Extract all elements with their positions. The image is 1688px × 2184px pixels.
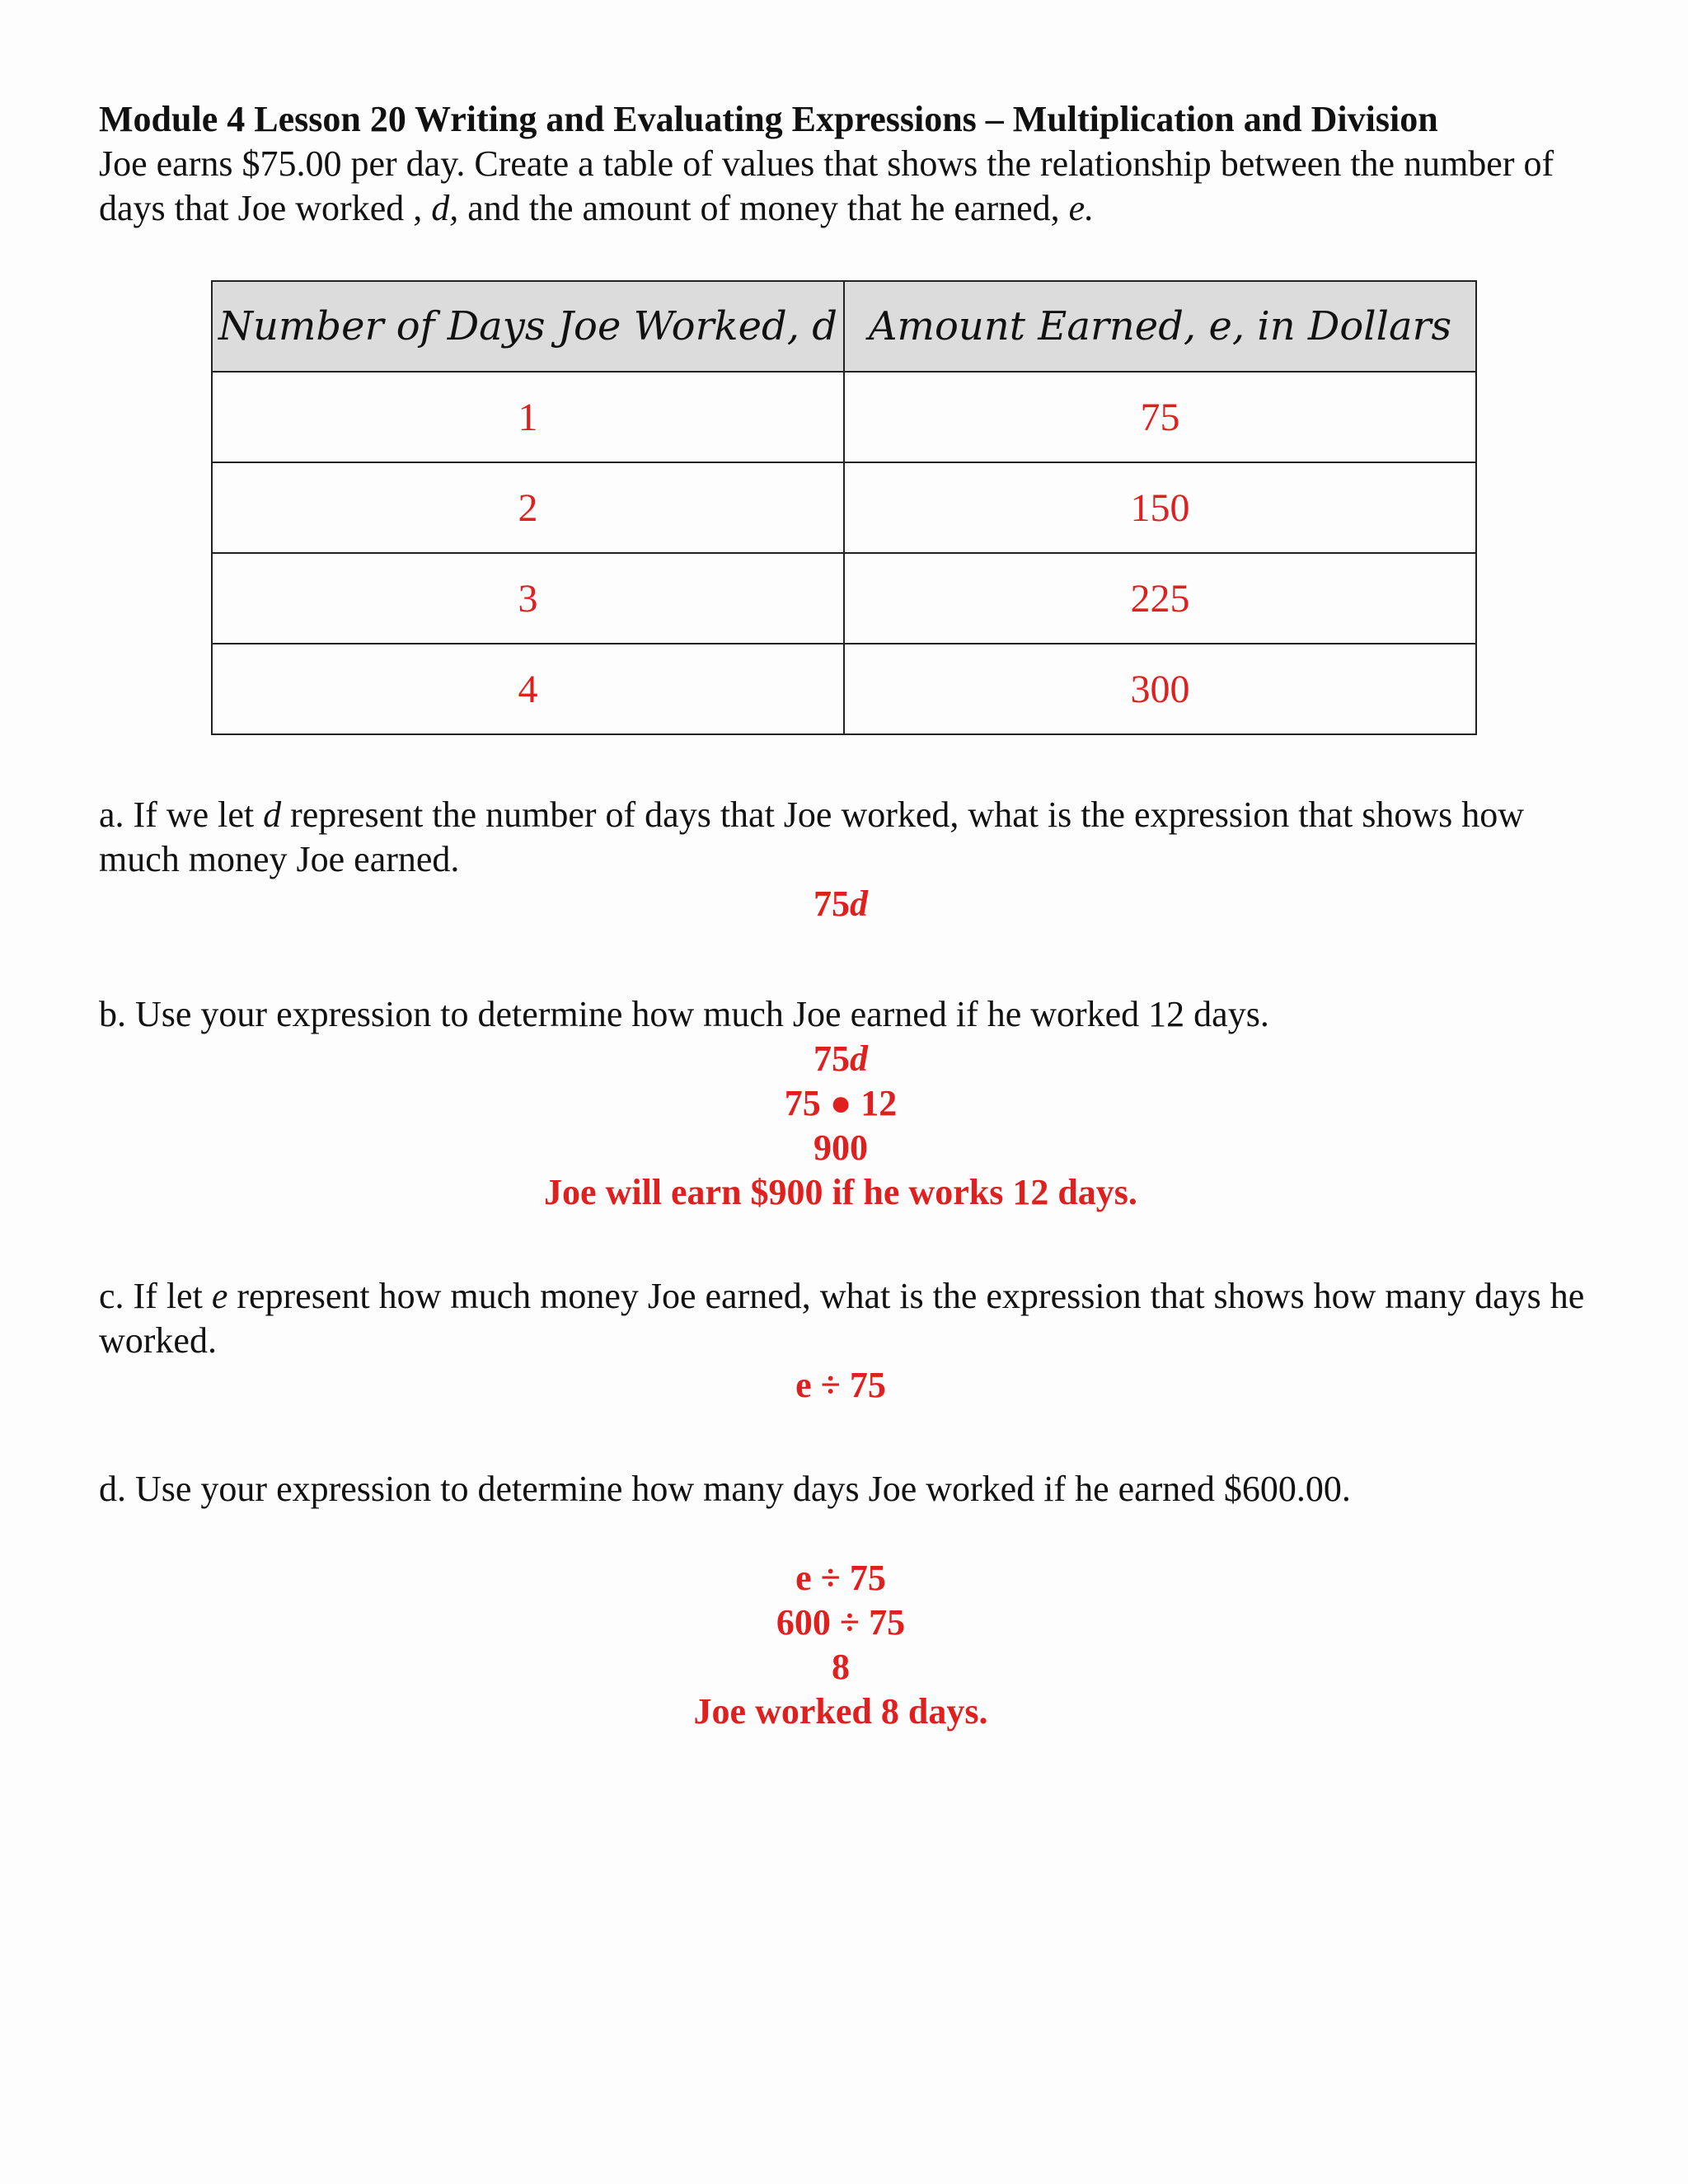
answer-d-line-1: e ÷ 75 [795, 1558, 886, 1598]
question-a-suffix: represent the number of days that Joe worked, what is the expression that shows how much money Joe earned. [99, 794, 1525, 879]
answer-a [99, 882, 1582, 926]
question-d-block [99, 1467, 1599, 1734]
values-table-container [211, 280, 1477, 735]
question-c-block [99, 1274, 1599, 1408]
table-row [212, 644, 1476, 734]
answer-a-var: d [850, 883, 868, 924]
cell-days: 4 [212, 644, 844, 734]
cell-amount: 75 [844, 372, 1476, 462]
question-a-prefix: a. If we let [99, 794, 264, 835]
answer-b-line-3: 900 [814, 1127, 868, 1168]
question-a [99, 793, 1599, 882]
cell-days: 3 [212, 553, 844, 644]
question-b: b. Use your expression to determine how much Joe earned if he worked 12 days. [99, 994, 1269, 1034]
answer-d-line-2: 600 ÷ 75 [776, 1602, 906, 1643]
table-row [212, 462, 1476, 553]
answer-d-line-3: 8 [832, 1647, 850, 1687]
table-row [212, 553, 1476, 644]
intro-text-2: and the amount of money that he earned, [458, 188, 1069, 228]
question-a-block [99, 793, 1599, 926]
cell-amount: 150 [844, 462, 1476, 553]
values-table [211, 280, 1477, 735]
answer-b-var: d [850, 1038, 868, 1079]
question-a-var: d [263, 794, 282, 835]
cell-days: 2 [212, 462, 844, 553]
answer-c: e ÷ 75 [795, 1365, 886, 1405]
answer-d-line-4: Joe worked 8 days. [693, 1691, 988, 1732]
cell-days: 1 [212, 372, 844, 462]
intro-paragraph [99, 142, 1599, 231]
answer-b-line-4: Joe will earn $900 if he works 12 days. [544, 1172, 1137, 1212]
question-d: d. Use your expression to determine how many days Joe worked if he earned $600.00. [99, 1469, 1351, 1509]
cell-amount: 300 [844, 644, 1476, 734]
table-header-row [212, 281, 1476, 372]
intro-text-1: Joe earns $75.00 per day. Create a table of values that shows the relationship between the number of days that Joe worked , [99, 143, 1554, 228]
worksheet-page [99, 97, 1599, 1734]
question-c-suffix: represent how much money Joe earned, what is the expression that shows how many days he worked. [99, 1276, 1585, 1361]
question-b-block [99, 992, 1599, 1215]
question-c [99, 1274, 1599, 1363]
intro-var-d: d, [431, 188, 459, 228]
intro-var-e: e. [1068, 188, 1095, 228]
answer-a-num: 75 [814, 883, 850, 924]
answer-b-line-2: 75 ● 12 [784, 1083, 898, 1123]
table-row [212, 372, 1476, 462]
question-c-var: e [211, 1276, 228, 1316]
header-amount: Amount Earned, e, in Dollars [844, 281, 1476, 372]
header-days: Number of Days Joe Worked, d [212, 281, 844, 372]
question-c-prefix: c. If let [99, 1276, 212, 1316]
answer-b-num: 75 [814, 1038, 850, 1079]
page-title: Module 4 Lesson 20 Writing and Evaluating Expressions – Multiplication and Division [99, 99, 1438, 139]
spacer [99, 1511, 1599, 1556]
answer-b-line-1 [99, 1037, 1582, 1081]
cell-amount: 225 [844, 553, 1476, 644]
